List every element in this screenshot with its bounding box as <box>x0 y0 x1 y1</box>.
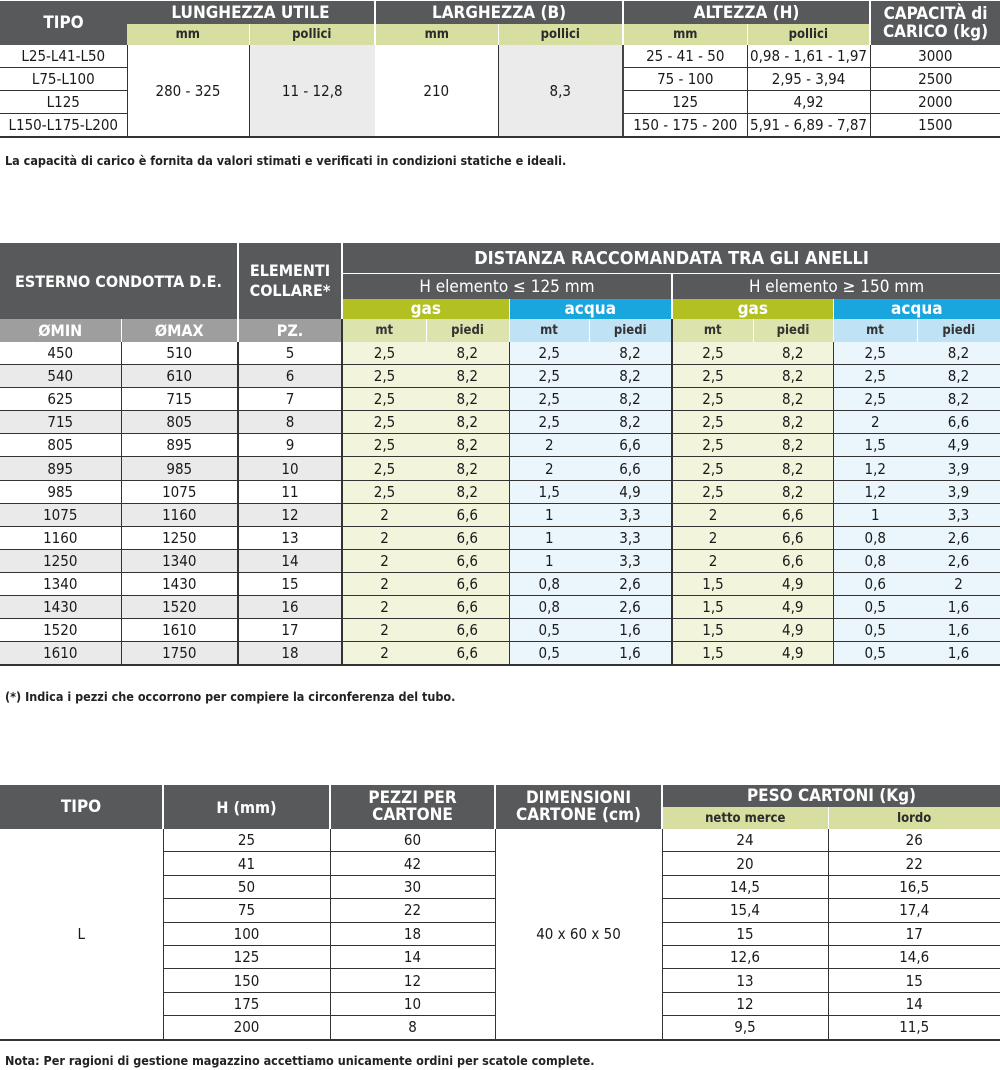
pieces-cell: 16 <box>238 596 342 619</box>
pieces-cell: 12 <box>238 503 342 526</box>
gas-125-piedi-cell: 6,6 <box>426 619 509 642</box>
gas-125-piedi-cell: 8,2 <box>426 480 509 503</box>
table-row <box>0 388 1000 411</box>
acqua-150-mt-cell: 0,8 <box>833 526 917 549</box>
netto-cell: 9,5 <box>662 1016 828 1040</box>
unit-mt: mt <box>672 319 753 342</box>
gas-150-mt-cell: 2,5 <box>672 342 753 365</box>
header-altezza: ALTEZZA (H) <box>623 1 870 24</box>
gas-125-piedi-cell: 6,6 <box>426 526 509 549</box>
gas-150-piedi-cell: 8,2 <box>753 342 833 365</box>
acqua-150-piedi-cell: 1,6 <box>917 596 1000 619</box>
capacity-note: La capacità di carico è fornita da valori stimati e verificati in condizioni statiche e ideali. <box>5 153 567 168</box>
lordo-cell: 16,5 <box>828 875 1000 898</box>
acqua-125-piedi-cell: 1,6 <box>589 642 672 666</box>
header-elementi-line1: ELEMENTI <box>249 261 331 280</box>
acqua-150-piedi-cell: 3,9 <box>917 457 1000 480</box>
min-diameter-cell: 1430 <box>0 596 121 619</box>
unit-pollici: pollici <box>747 24 870 45</box>
pieces-cell: 11 <box>238 480 342 503</box>
pieces-cell: 8 <box>238 411 342 434</box>
gas-150-mt-cell: 1,5 <box>672 572 753 595</box>
table-row <box>0 411 1000 434</box>
min-diameter-cell: 1160 <box>0 526 121 549</box>
gas-150-mt-cell: 1,5 <box>672 596 753 619</box>
lordo-cell: 17,4 <box>828 899 1000 922</box>
gas-150-piedi-cell: 8,2 <box>753 480 833 503</box>
acqua-150-piedi-cell: 8,2 <box>917 342 1000 365</box>
acqua-125-piedi-cell: 1,6 <box>589 619 672 642</box>
gas-125-mt-cell: 2,5 <box>342 365 426 388</box>
max-diameter-cell: 895 <box>121 434 238 457</box>
table-row <box>0 829 1000 852</box>
min-diameter-cell: 1520 <box>0 619 121 642</box>
acqua-125-mt-cell: 2 <box>509 434 589 457</box>
altezza-pollici-cell: 0,98 - 1,61 - 1,97 <box>747 45 870 68</box>
packaging-rows <box>0 829 1000 1040</box>
h-mm-cell: 50 <box>163 875 330 898</box>
header-h-mm: H (mm) <box>163 785 330 829</box>
netto-cell: 14,5 <box>662 875 828 898</box>
max-diameter-cell: 715 <box>121 388 238 411</box>
gas-150-piedi-cell: 4,9 <box>753 572 833 595</box>
header-dimensioni <box>495 785 662 829</box>
acqua-125-piedi-cell: 8,2 <box>589 388 672 411</box>
pezzi-cell: 14 <box>330 945 495 968</box>
gas-150-mt-cell: 2,5 <box>672 434 753 457</box>
pezzi-cell: 10 <box>330 992 495 1015</box>
unit-pollici: pollici <box>498 24 623 45</box>
header-gas: gas <box>672 299 833 319</box>
header-distanza: DISTANZA RACCOMANDATA TRA GLI ANELLI <box>342 243 1000 274</box>
gas-125-mt-cell: 2 <box>342 642 426 666</box>
header-dimensioni-line1: DIMENSIONI <box>525 788 632 808</box>
min-diameter-cell: 450 <box>0 342 121 365</box>
max-diameter-cell: 1520 <box>121 596 238 619</box>
gas-125-mt-cell: 2,5 <box>342 411 426 434</box>
table-row <box>0 526 1000 549</box>
acqua-150-mt-cell: 2,5 <box>833 365 917 388</box>
pieces-cell: 5 <box>238 342 342 365</box>
gas-125-mt-cell: 2,5 <box>342 388 426 411</box>
acqua-150-mt-cell: 1,5 <box>833 434 917 457</box>
gas-125-piedi-cell: 6,6 <box>426 572 509 595</box>
unit-pollici: pollici <box>249 24 375 45</box>
header-capacita-line1: CAPACITÀ di <box>883 4 988 24</box>
header-dimensioni-line2: CARTONE (cm) <box>515 805 642 825</box>
netto-cell: 13 <box>662 969 828 992</box>
acqua-150-mt-cell: 0,6 <box>833 572 917 595</box>
acqua-125-piedi-cell: 6,6 <box>589 434 672 457</box>
altezza-mm-cell: 25 - 41 - 50 <box>623 45 747 68</box>
gas-125-mt-cell: 2 <box>342 572 426 595</box>
min-diameter-cell: 895 <box>0 457 121 480</box>
header-lordo: lordo <box>828 807 1000 829</box>
header-capacita <box>870 1 1000 45</box>
acqua-125-mt-cell: 0,5 <box>509 619 589 642</box>
netto-cell: 20 <box>662 852 828 875</box>
max-diameter-cell: 985 <box>121 457 238 480</box>
acqua-150-mt-cell: 0,5 <box>833 596 917 619</box>
lordo-cell: 22 <box>828 852 1000 875</box>
h-mm-cell: 41 <box>163 852 330 875</box>
pieces-cell: 9 <box>238 434 342 457</box>
pezzi-cell: 18 <box>330 922 495 945</box>
unit-mt: mt <box>342 319 426 342</box>
header-peso: PESO CARTONI (Kg) <box>662 785 1000 807</box>
lordo-cell: 14,6 <box>828 945 1000 968</box>
header-gas: gas <box>342 299 509 319</box>
gas-125-mt-cell: 2 <box>342 596 426 619</box>
pieces-cell: 6 <box>238 365 342 388</box>
capacita-cell: 2000 <box>870 91 1000 114</box>
dimensioni-cell: 40 x 60 x 50 <box>495 829 662 1040</box>
tipo-cell: L <box>0 829 163 1040</box>
min-diameter-cell: 805 <box>0 434 121 457</box>
pieces-cell: 15 <box>238 572 342 595</box>
gas-150-piedi-cell: 8,2 <box>753 411 833 434</box>
table-row <box>0 457 1000 480</box>
acqua-125-piedi-cell: 3,3 <box>589 549 672 572</box>
header-min: ØMIN <box>0 319 121 342</box>
gas-125-piedi-cell: 8,2 <box>426 411 509 434</box>
acqua-150-piedi-cell: 1,6 <box>917 619 1000 642</box>
gas-150-mt-cell: 2,5 <box>672 411 753 434</box>
acqua-150-piedi-cell: 2,6 <box>917 549 1000 572</box>
acqua-150-mt-cell: 0,8 <box>833 549 917 572</box>
table-row <box>0 434 1000 457</box>
altezza-pollici-cell: 2,95 - 3,94 <box>747 68 870 91</box>
max-diameter-cell: 1160 <box>121 503 238 526</box>
acqua-150-piedi-cell: 6,6 <box>917 411 1000 434</box>
header-capacita-line2: CARICO (kg) <box>882 22 989 42</box>
acqua-125-mt-cell: 0,8 <box>509 596 589 619</box>
lordo-cell: 15 <box>828 969 1000 992</box>
max-diameter-cell: 1430 <box>121 572 238 595</box>
altezza-pollici-cell: 5,91 - 6,89 - 7,87 <box>747 114 870 138</box>
netto-cell: 15 <box>662 922 828 945</box>
acqua-150-piedi-cell: 3,3 <box>917 503 1000 526</box>
table-row <box>0 596 1000 619</box>
acqua-150-mt-cell: 2 <box>833 411 917 434</box>
netto-cell: 15,4 <box>662 899 828 922</box>
max-diameter-cell: 805 <box>121 411 238 434</box>
gas-150-mt-cell: 2,5 <box>672 457 753 480</box>
acqua-125-mt-cell: 2,5 <box>509 365 589 388</box>
header-tipo: TIPO <box>0 1 127 45</box>
h-mm-cell: 25 <box>163 829 330 852</box>
table-row <box>0 480 1000 503</box>
max-diameter-cell: 1750 <box>121 642 238 666</box>
header-tipo: TIPO <box>0 785 163 829</box>
header-pezzi-line1: PEZZI PER <box>368 788 457 808</box>
acqua-150-piedi-cell: 4,9 <box>917 434 1000 457</box>
acqua-125-mt-cell: 2,5 <box>509 411 589 434</box>
unit-mm: mm <box>127 24 249 45</box>
header-pezzi <box>330 785 495 829</box>
acqua-150-piedi-cell: 3,9 <box>917 480 1000 503</box>
tipo-cell: L150-L175-L200 <box>0 114 127 138</box>
gas-150-piedi-cell: 8,2 <box>753 388 833 411</box>
gas-125-mt-cell: 2 <box>342 549 426 572</box>
gas-125-piedi-cell: 8,2 <box>426 342 509 365</box>
acqua-125-piedi-cell: 3,3 <box>589 526 672 549</box>
h-mm-cell: 175 <box>163 992 330 1015</box>
gas-150-mt-cell: 2 <box>672 549 753 572</box>
unit-piedi: piedi <box>917 319 1000 342</box>
ring-distance-rows <box>0 342 1000 665</box>
unit-piedi: piedi <box>589 319 672 342</box>
gas-125-mt-cell: 2 <box>342 619 426 642</box>
pezzi-cell: 12 <box>330 969 495 992</box>
header-pz: PZ. <box>238 319 342 342</box>
larghezza-mm-cell: 210 <box>375 45 498 137</box>
gas-150-piedi-cell: 6,6 <box>753 526 833 549</box>
header-acqua: acqua <box>833 299 1000 319</box>
header-netto: netto merce <box>662 807 828 829</box>
acqua-150-mt-cell: 1 <box>833 503 917 526</box>
gas-125-mt-cell: 2,5 <box>342 434 426 457</box>
lordo-cell: 26 <box>828 829 1000 852</box>
tipo-cell: L75-L100 <box>0 68 127 91</box>
gas-125-mt-cell: 2 <box>342 526 426 549</box>
table-row <box>0 365 1000 388</box>
h-mm-cell: 200 <box>163 1016 330 1040</box>
acqua-125-mt-cell: 1 <box>509 526 589 549</box>
table-row <box>0 619 1000 642</box>
h-mm-cell: 75 <box>163 899 330 922</box>
pieces-cell: 14 <box>238 549 342 572</box>
pieces-cell: 18 <box>238 642 342 666</box>
altezza-mm-cell: 75 - 100 <box>623 68 747 91</box>
gas-125-piedi-cell: 6,6 <box>426 549 509 572</box>
acqua-150-mt-cell: 0,5 <box>833 642 917 666</box>
netto-cell: 24 <box>662 829 828 852</box>
min-diameter-cell: 625 <box>0 388 121 411</box>
gas-150-piedi-cell: 6,6 <box>753 503 833 526</box>
dimensions-table <box>0 1 1000 138</box>
header-elementi-line2: COLLARE* <box>249 281 331 300</box>
gas-150-piedi-cell: 6,6 <box>753 549 833 572</box>
gas-125-piedi-cell: 8,2 <box>426 365 509 388</box>
gas-150-mt-cell: 2,5 <box>672 365 753 388</box>
lordo-cell: 11,5 <box>828 1016 1000 1040</box>
unit-piedi: piedi <box>426 319 509 342</box>
table-row <box>0 549 1000 572</box>
max-diameter-cell: 610 <box>121 365 238 388</box>
gas-150-piedi-cell: 4,9 <box>753 642 833 666</box>
altezza-mm-cell: 150 - 175 - 200 <box>623 114 747 138</box>
acqua-150-mt-cell: 2,5 <box>833 388 917 411</box>
tipo-cell: L125 <box>0 91 127 114</box>
table-row <box>0 342 1000 365</box>
h-mm-cell: 100 <box>163 922 330 945</box>
order-note: Nota: Per ragioni di gestione magazzino accettiamo unicamente ordini per scatole complete. <box>5 1053 595 1068</box>
acqua-150-mt-cell: 1,2 <box>833 480 917 503</box>
pezzi-cell: 22 <box>330 899 495 922</box>
unit-mt: mt <box>509 319 589 342</box>
gas-150-mt-cell: 1,5 <box>672 642 753 666</box>
header-h150: H elemento ≥ 150 mm <box>672 274 1000 299</box>
header-pezzi-line2: CARTONE <box>372 805 453 825</box>
unit-piedi: piedi <box>753 319 833 342</box>
gas-150-mt-cell: 2 <box>672 503 753 526</box>
acqua-125-piedi-cell: 4,9 <box>589 480 672 503</box>
capacita-cell: 3000 <box>870 45 1000 68</box>
gas-150-mt-cell: 2,5 <box>672 388 753 411</box>
acqua-125-mt-cell: 2,5 <box>509 342 589 365</box>
acqua-125-piedi-cell: 2,6 <box>589 572 672 595</box>
header-larghezza: LARGHEZZA (B) <box>375 1 623 24</box>
min-diameter-cell: 540 <box>0 365 121 388</box>
netto-cell: 12,6 <box>662 945 828 968</box>
acqua-125-mt-cell: 2 <box>509 457 589 480</box>
min-diameter-cell: 715 <box>0 411 121 434</box>
pieces-cell: 7 <box>238 388 342 411</box>
lunghezza-mm-cell: 280 - 325 <box>127 45 249 137</box>
max-diameter-cell: 1340 <box>121 549 238 572</box>
larghezza-pollici-cell: 8,3 <box>498 45 623 137</box>
acqua-150-piedi-cell: 1,6 <box>917 642 1000 666</box>
acqua-150-mt-cell: 2,5 <box>833 342 917 365</box>
acqua-125-mt-cell: 2,5 <box>509 388 589 411</box>
acqua-125-mt-cell: 1,5 <box>509 480 589 503</box>
altezza-mm-cell: 125 <box>623 91 747 114</box>
acqua-150-piedi-cell: 2,6 <box>917 526 1000 549</box>
pieces-cell: 13 <box>238 526 342 549</box>
header-esterno: ESTERNO CONDOTTA D.E. <box>0 243 238 319</box>
packaging-table <box>0 785 1000 1041</box>
max-diameter-cell: 1610 <box>121 619 238 642</box>
gas-125-piedi-cell: 8,2 <box>426 457 509 480</box>
pieces-cell: 17 <box>238 619 342 642</box>
min-diameter-cell: 1340 <box>0 572 121 595</box>
header-acqua: acqua <box>509 299 672 319</box>
gas-125-mt-cell: 2,5 <box>342 342 426 365</box>
acqua-125-piedi-cell: 8,2 <box>589 365 672 388</box>
pezzi-cell: 60 <box>330 829 495 852</box>
min-diameter-cell: 985 <box>0 480 121 503</box>
gas-150-piedi-cell: 8,2 <box>753 434 833 457</box>
gas-125-mt-cell: 2 <box>342 503 426 526</box>
gas-125-piedi-cell: 8,2 <box>426 434 509 457</box>
gas-125-piedi-cell: 8,2 <box>426 388 509 411</box>
acqua-125-piedi-cell: 3,3 <box>589 503 672 526</box>
netto-cell: 12 <box>662 992 828 1015</box>
header-elementi <box>238 243 342 319</box>
max-diameter-cell: 1075 <box>121 480 238 503</box>
acqua-150-mt-cell: 0,5 <box>833 619 917 642</box>
gas-150-mt-cell: 1,5 <box>672 619 753 642</box>
altezza-pollici-cell: 4,92 <box>747 91 870 114</box>
acqua-125-mt-cell: 1 <box>509 503 589 526</box>
acqua-125-mt-cell: 0,8 <box>509 572 589 595</box>
lunghezza-pollici-cell: 11 - 12,8 <box>249 45 375 137</box>
gas-125-piedi-cell: 6,6 <box>426 503 509 526</box>
acqua-125-piedi-cell: 6,6 <box>589 457 672 480</box>
table-row <box>0 572 1000 595</box>
gas-150-piedi-cell: 4,9 <box>753 596 833 619</box>
capacita-cell: 2500 <box>870 68 1000 91</box>
gas-150-piedi-cell: 4,9 <box>753 619 833 642</box>
acqua-125-mt-cell: 1 <box>509 549 589 572</box>
max-diameter-cell: 1250 <box>121 526 238 549</box>
h-mm-cell: 125 <box>163 945 330 968</box>
pieces-cell: 10 <box>238 457 342 480</box>
gas-125-piedi-cell: 6,6 <box>426 642 509 666</box>
gas-125-piedi-cell: 6,6 <box>426 596 509 619</box>
header-lunghezza: LUNGHEZZA UTILE <box>127 1 375 24</box>
table-row <box>0 503 1000 526</box>
min-diameter-cell: 1250 <box>0 549 121 572</box>
lordo-cell: 17 <box>828 922 1000 945</box>
tipo-cell: L25-L41-L50 <box>0 45 127 68</box>
lordo-cell: 14 <box>828 992 1000 1015</box>
pezzi-cell: 30 <box>330 875 495 898</box>
capacita-cell: 1500 <box>870 114 1000 138</box>
acqua-150-mt-cell: 1,2 <box>833 457 917 480</box>
pezzi-cell: 8 <box>330 1016 495 1040</box>
acqua-125-piedi-cell: 8,2 <box>589 411 672 434</box>
gas-125-mt-cell: 2,5 <box>342 480 426 503</box>
gas-150-mt-cell: 2 <box>672 526 753 549</box>
min-diameter-cell: 1610 <box>0 642 121 666</box>
acqua-125-piedi-cell: 2,6 <box>589 596 672 619</box>
gas-150-piedi-cell: 8,2 <box>753 457 833 480</box>
gas-150-piedi-cell: 8,2 <box>753 365 833 388</box>
pezzi-cell: 42 <box>330 852 495 875</box>
max-diameter-cell: 510 <box>121 342 238 365</box>
h-mm-cell: 150 <box>163 969 330 992</box>
gas-150-mt-cell: 2,5 <box>672 480 753 503</box>
footnote-pieces: (*) Indica i pezzi che occorrono per compiere la circonferenza del tubo. <box>5 689 456 704</box>
acqua-125-mt-cell: 0,5 <box>509 642 589 666</box>
unit-mm: mm <box>623 24 747 45</box>
acqua-150-piedi-cell: 2 <box>917 572 1000 595</box>
acqua-150-piedi-cell: 8,2 <box>917 388 1000 411</box>
header-h125: H elemento ≤ 125 mm <box>342 274 672 299</box>
gas-125-mt-cell: 2,5 <box>342 457 426 480</box>
unit-mt: mt <box>833 319 917 342</box>
min-diameter-cell: 1075 <box>0 503 121 526</box>
unit-mm: mm <box>375 24 498 45</box>
acqua-150-piedi-cell: 8,2 <box>917 365 1000 388</box>
acqua-125-piedi-cell: 8,2 <box>589 342 672 365</box>
table-row <box>0 642 1000 666</box>
header-max: ØMAX <box>121 319 238 342</box>
ring-distance-table <box>0 243 1000 666</box>
